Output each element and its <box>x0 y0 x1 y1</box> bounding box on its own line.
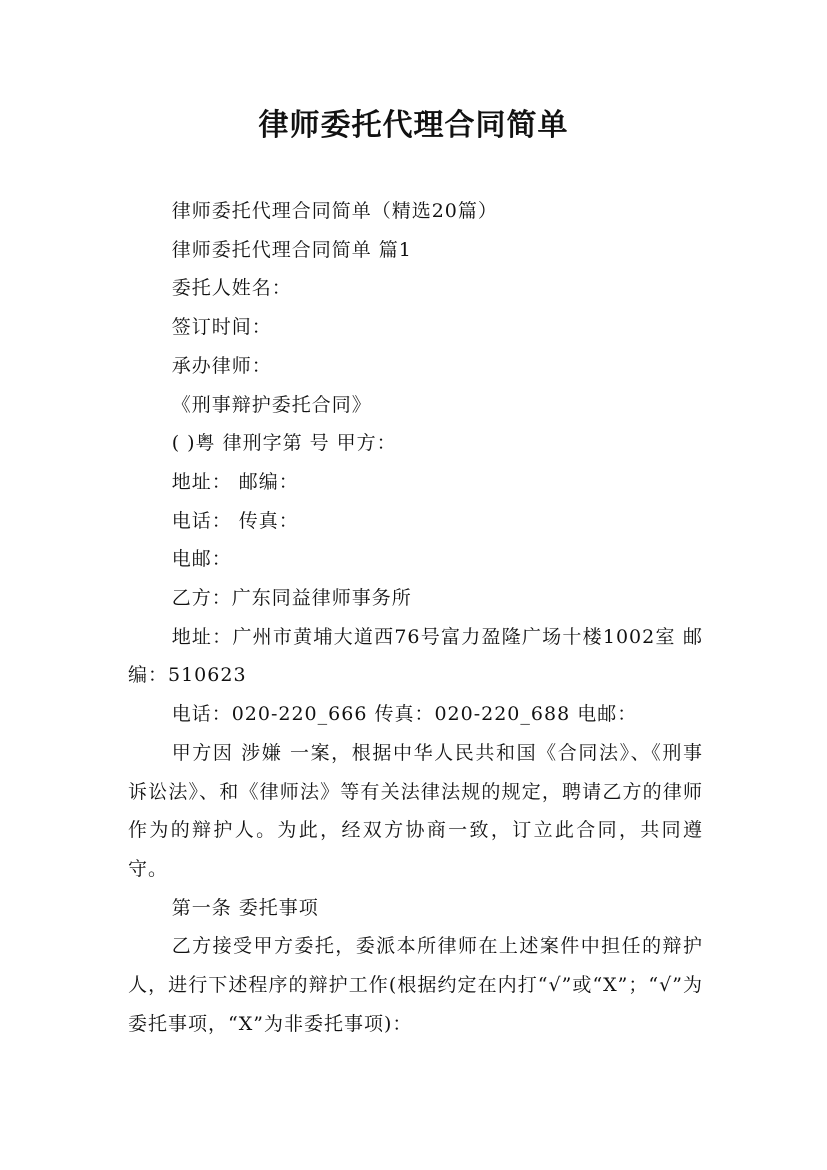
paragraph-party-b-phone: 电话：020-220_666 传真：020-220_688 电邮： <box>171 703 638 726</box>
paragraph-party-a-email: 电邮： <box>171 548 232 571</box>
document-body <box>128 192 703 1043</box>
document-title: 律师委托代理合同简单 <box>258 108 569 143</box>
paragraph-party-b-address: 地址：广州市黄埔大道西76号富力盈隆广场十楼1002室 邮编：510623 <box>128 625 703 687</box>
paragraph-section-heading: 律师委托代理合同简单 篇1 <box>171 238 412 261</box>
paragraph-article-heading: 第一条 委托事项 <box>171 896 319 919</box>
paragraph-preamble: 甲方因 涉嫌 一案，根据中华人民共和国《合同法》、《刑事诉讼法》、和《律师法》等有关法律法规的规定，聘请乙方的律师作为的辩护人。为此，经双方协商一致，订立此合同，共同遵守。 <box>128 741 703 880</box>
paragraph-party-b: 乙方：广东同益律师事务所 <box>171 587 412 610</box>
paragraph-sign-date: 签订时间： <box>171 316 272 339</box>
paragraph-subtitle: 律师委托代理合同简单（精选20篇） <box>171 200 498 222</box>
paragraph-party-a-phone: 电话： 传真： <box>171 509 299 532</box>
paragraph-party-a-address: 地址： 邮编： <box>171 470 299 493</box>
paragraph-client-name: 委托人姓名： <box>171 277 292 300</box>
paragraph-contract-name: 《刑事辩护委托合同》 <box>171 393 372 416</box>
paragraph-article-body: 乙方接受甲方委托，委派本所律师在上述案件中担任的辩护人，进行下述程序的辩护工作(根据约定在内打“√”或“X”；“√”为委托事项，“X”为非委托事项)： <box>128 935 703 1035</box>
paragraph-lawyer: 承办律师： <box>171 354 272 377</box>
paragraph-contract-number: ( )粤 律刑字第 号 甲方： <box>171 432 397 455</box>
